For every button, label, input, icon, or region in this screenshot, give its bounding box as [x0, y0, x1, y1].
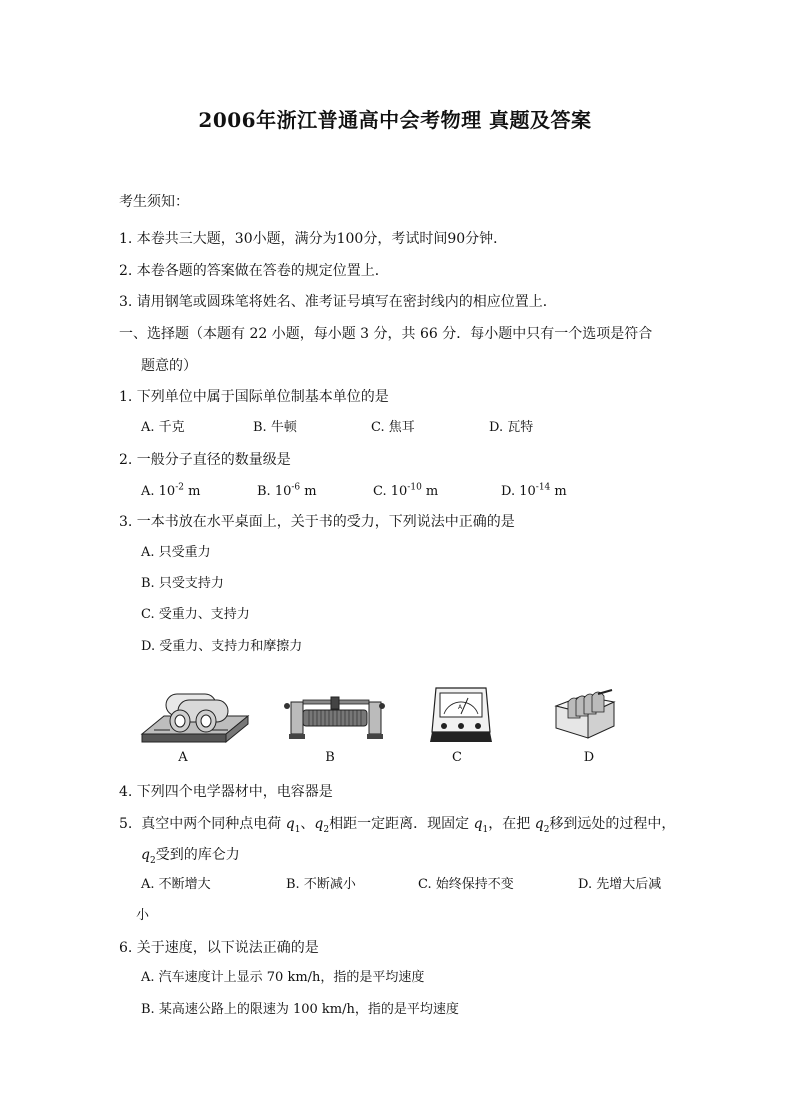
figure-b-rheostat: [283, 696, 385, 742]
svg-text:A: A: [458, 704, 463, 711]
page-title: 2006年浙江普通高中会考物理 真题及答案: [198, 108, 592, 132]
figure-d-capacitor: [552, 688, 618, 746]
q5-option-d-wrap: 小: [136, 908, 150, 923]
q3-option-b: B. 只受支持力: [141, 576, 224, 591]
q3-option-a: A. 只受重力: [141, 545, 211, 560]
section-heading-cont: 题意的）: [141, 358, 197, 374]
q3-option-d: D. 受重力、支持力和摩擦力: [141, 639, 303, 654]
q4-stem: 4. 下列四个电学器材中，电容器是: [119, 784, 333, 800]
figure-a-coils: [140, 690, 250, 746]
q5-option-d: D. 先增大后减: [578, 877, 662, 892]
q2-stem: 2. 一般分子直径的数量级是: [119, 452, 291, 468]
q1-option-c: C. 焦耳: [371, 420, 415, 435]
q2-option-b: B. $10^{-6}$ m: [257, 482, 317, 499]
figure-label-b: B: [325, 750, 335, 765]
q3-option-c: C. 受重力、支持力: [141, 607, 250, 622]
q1-option-b: B. 牛顿: [253, 420, 297, 435]
q6-option-a: A. 汽车速度计上显示 70 km/h，指的是平均速度: [141, 970, 425, 985]
figure-label-a: A: [178, 750, 188, 765]
q1-stem: 1. 下列单位中属于国际单位制基本单位的是: [119, 389, 389, 405]
notice-item-2: 2. 本卷各题的答案做在答卷的规定位置上．: [119, 263, 389, 279]
q1-option-d: D. 瓦特: [489, 420, 534, 435]
notice-item-1: 1. 本卷共三大题，30小题，满分为100分，考试时间90分钟．: [119, 231, 508, 247]
q3-stem: 3. 一本书放在水平桌面上，关于书的受力，下列说法中正确的是: [119, 514, 515, 530]
q6-stem: 6. 关于速度，以下说法正确的是: [119, 940, 319, 956]
q5-option-c: C. 始终保持不变: [418, 877, 514, 892]
figure-label-d: D: [583, 750, 595, 765]
q5-option-a: A. 不断增大: [141, 877, 211, 892]
figure-label-c: C: [452, 750, 462, 765]
q5-stem-line1: 5. 真空中两个同种点电荷 $q_1$、$q_2$相距一定距离．现固定 $q_1$，在把 $q_2$移到远处的过程中，: [119, 816, 676, 835]
q2-option-a: A. $10^{-2}$ m: [141, 482, 201, 499]
q1-option-a: A. 千克: [141, 420, 185, 435]
notice-item-3: 3. 请用钢笔或圆珠笔将姓名、准考证号填写在密封线内的相应位置上．: [119, 294, 557, 310]
q5-stem-line2: $q_2$受到的库仑力: [141, 847, 240, 866]
figure-c-meter: [428, 684, 494, 744]
q5-option-b: B. 不断减小: [286, 877, 356, 892]
notice-heading: 考生须知：: [119, 194, 189, 210]
q6-option-b: B. 某高速公路上的限速为 100 km/h，指的是平均速度: [141, 1002, 459, 1017]
section-heading: 一、选择题（本题有 22 小题，每小题 3 分，共 66 分．每小题中只有一个选项是符合: [119, 326, 653, 342]
q2-option-d: D. $10^{-14}$ m: [501, 482, 567, 499]
q2-option-c: C. $10^{-10}$ m: [373, 482, 439, 499]
